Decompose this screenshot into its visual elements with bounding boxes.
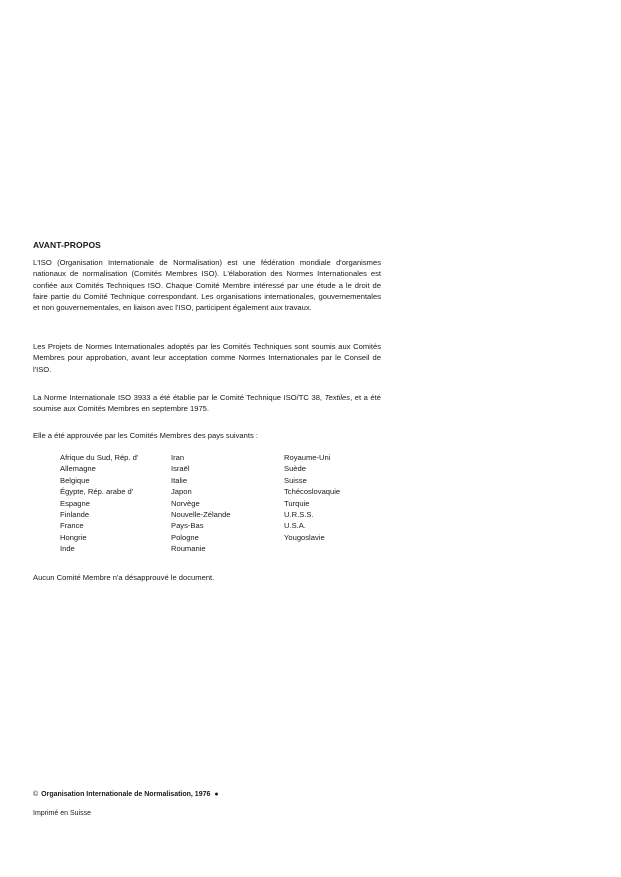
countries-column-3 <box>284 452 340 543</box>
paragraph-3-lead: La Norme Internationale ISO 3933 a été établie par le Comité Technique ISO/TC 38, <box>33 393 325 402</box>
country-item: Pologne <box>171 532 199 542</box>
country-item: Égypte, Rép. arabe d' <box>60 487 134 497</box>
country-item: Iran <box>171 453 185 462</box>
section-heading: AVANT-PROPOS <box>33 240 101 250</box>
country-item: Belgique <box>60 475 90 485</box>
country-item: Pays-Bas <box>171 521 204 531</box>
foreword-paragraph-1: L'ISO (Organisation Internationale de Normalisation) est une fédération mondiale d'organismes nationaux de normalisation (Comités Membres ISO). L'élaboration des Normes Internationales est confiée aux Comités Techniques ISO. Chaque Comité Membre intéressé par une étude a le droit de faire partie du Comité Technique correspondant. Les organisations internationales, gouvernementales et non gouvernementales, en liaison avec l'ISO, participent également aux travaux. <box>33 258 381 313</box>
committee-title: Textiles <box>324 393 351 402</box>
country-item: Nouvelle-Zélande <box>171 509 231 519</box>
foreword-paragraph-2: Les Projets de Normes Internationales adoptés par les Comités Techniques sont soumis aux Comités Membres pour approbation, avant leur acceptation comme Normes Internationales par le Conseil de l'ISO. <box>33 342 381 374</box>
countries-column-2 <box>171 452 231 555</box>
country-item: Inde <box>60 544 75 554</box>
country-item: Tchécoslovaquie <box>284 487 341 497</box>
copyright-line <box>33 791 219 798</box>
country-item: Turquie <box>284 498 310 508</box>
paragraph-3-tail: , et a été soumise aux Comités Membres en septembre 1975. <box>33 393 381 414</box>
country-item: Finlande <box>60 509 90 519</box>
country-item: Allemagne <box>60 464 96 474</box>
country-item: Afrique du Sud, Rép. d' <box>60 453 139 462</box>
country-item: France <box>60 521 84 531</box>
country-item: Italie <box>171 475 188 485</box>
country-item: Norvège <box>171 498 200 508</box>
printed-in-line: Imprimé en Suisse <box>33 810 91 817</box>
country-item: Yougoslavie <box>284 532 325 542</box>
disapproval-note: Aucun Comité Membre n'a désapprouvé le document. <box>33 573 215 582</box>
copyright-symbol: © <box>33 791 39 798</box>
country-item: U.R.S.S. <box>284 509 314 519</box>
country-item: Japon <box>171 487 192 497</box>
countries-column-1 <box>60 452 138 555</box>
country-item: Hongrie <box>60 532 87 542</box>
country-item: Israël <box>171 464 190 474</box>
country-item: Suède <box>284 464 306 474</box>
country-item: Roumanie <box>171 544 206 554</box>
copyright-text: Organisation Internationale de Normalisation, 1976 <box>41 791 211 798</box>
bullet-icon: ● <box>214 791 219 798</box>
foreword-paragraph-3 <box>33 392 381 415</box>
country-item: Suisse <box>284 475 307 485</box>
country-item: U.S.A. <box>284 521 306 531</box>
country-item: Royaume-Uni <box>284 453 331 462</box>
country-item: Espagne <box>60 498 90 508</box>
approval-intro: Elle a été approuvée par les Comités Membres des pays suivants : <box>33 431 258 440</box>
